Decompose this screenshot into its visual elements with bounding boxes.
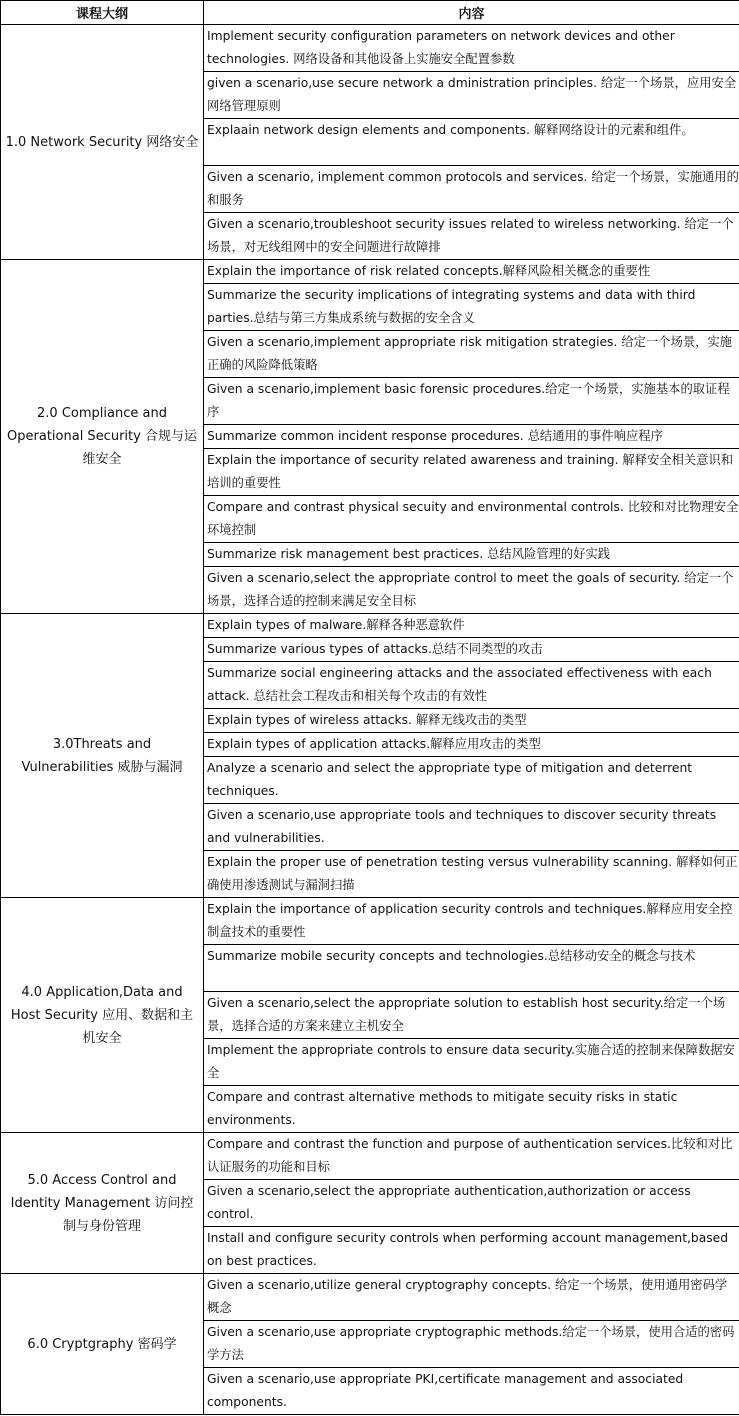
content-item <box>204 543 739 567</box>
content-item <box>204 378 739 425</box>
content-item-text: Explain the proper use of penetration testing versus vulnerability scanning. 解释如何正确使用渗透测试与漏洞扫描 <box>207 855 738 892</box>
content-item <box>204 757 739 804</box>
content-item-text: Summarize common incident response procedures. 总结通用的事件响应程序 <box>207 429 663 443</box>
content-item-text: Analyze a scenario and select the appropriate type of mitigation and deterrent techniques. <box>207 761 693 798</box>
content-item <box>204 709 739 733</box>
content-item <box>204 425 739 449</box>
content-item-text: Given a scenario, implement common protocols and services. 给定一个场景，实施通用的和服务 <box>207 170 739 207</box>
table-row <box>1 1274 739 1321</box>
content-item-text: Given a scenario,select the appropriate control to meet the goals of security. 给定一个场景，选择合适的控制来满足安全目标 <box>207 571 734 608</box>
content-item-text: Summarize mobile security concepts and technologies.总结移动安全的概念与技术 <box>207 949 696 963</box>
content-item <box>204 638 739 662</box>
content-item-text: given a scenario,use secure network a dministration principles. 给定一个场景，应用安全网络管理原则 <box>207 76 737 113</box>
content-item-text: Compare and contrast physical secuity and environmental controls. 比较和对比物理安全环境控制 <box>207 500 739 537</box>
content-item-text: Given a scenario,implement basic forensic procedures.给定一个场景，实施基本的取证程序 <box>207 382 730 419</box>
content-item-text: Explain the importance of risk related concepts.解释风险相关概念的重要性 <box>207 264 651 278</box>
content-item-text: Given a scenario,use appropriate cryptographic methods.给定一个场景，使用合适的密码学方法 <box>207 1325 735 1362</box>
content-item-text: Explain the importance of application security controls and techniques.解释应用安全控制盒技术的重要性 <box>207 902 733 939</box>
content-item-text: Explaain network design elements and components. 解释网络设计的元素和组件。 <box>207 123 694 137</box>
content-item <box>204 496 739 543</box>
table-row <box>1 25 739 72</box>
content-item-text: Given a scenario,select the appropriate solution to establish host security.给定一个场景，选择合适的方案来建立主机安全 <box>207 996 726 1033</box>
content-item-text: Implement the appropriate controls to ensure data security.实施合适的控制来保障数据安全 <box>207 1043 735 1080</box>
content-item-text: Given a scenario,use appropriate PKI,certificate management and associated components. <box>207 1372 684 1409</box>
content-item <box>204 213 739 260</box>
content-item <box>204 119 739 166</box>
content-item <box>204 1180 739 1227</box>
content-item <box>204 1368 739 1415</box>
content-item-text: Implement security configuration parameters on network devices and other technologies. 网络设备和其他设备上实施安全配置参数 <box>207 29 675 66</box>
content-item <box>204 992 739 1039</box>
content-item <box>204 567 739 614</box>
content-item-text: Compare and contrast alternative methods to mitigate secuity risks in static environments. <box>207 1090 678 1127</box>
content-item <box>204 945 739 992</box>
section-title: 6.0 Cryptgraphy 密码学 <box>1 1274 204 1415</box>
content-item <box>204 1133 739 1180</box>
section-title: 1.0 Network Security 网络安全 <box>1 25 204 260</box>
content-item-text: Summarize various types of attacks.总结不同类型的攻击 <box>207 642 543 656</box>
content-item-text: Given a scenario,troubleshoot security issues related to wireless networking. 给定一个场景，对无线组网中的安全问题进行故障排 <box>207 217 734 254</box>
section-title: 5.0 Access Control and Identity Management 访问控制与身份管理 <box>1 1133 204 1274</box>
content-item <box>204 614 739 638</box>
content-item <box>204 1086 739 1133</box>
content-item-text: Given a scenario,implement appropriate risk mitigation strategies. 给定一个场景，实施正确的风险降低策略 <box>207 335 732 372</box>
table-row <box>1 614 739 638</box>
section-title: 2.0 Compliance and Operational Security 合规与运维安全 <box>1 260 204 614</box>
content-item <box>204 166 739 213</box>
content-item-text: Summarize social engineering attacks and the associated effectiveness with each attack. 总结社会工程攻击和相关每个攻击的有效性 <box>207 666 712 703</box>
table-row <box>1 898 739 945</box>
content-item <box>204 331 739 378</box>
content-item-text: Explain types of application attacks.解释应用攻击的类型 <box>207 737 541 751</box>
content-item <box>204 1039 739 1086</box>
content-item <box>204 72 739 119</box>
header-content: 内容 <box>204 1 739 25</box>
content-item <box>204 733 739 757</box>
header-row <box>1 1 739 25</box>
header-outline: 课程大纲 <box>1 1 204 25</box>
content-item-text: Explain types of wireless attacks. 解释无线攻击的类型 <box>207 713 527 727</box>
content-item <box>204 662 739 709</box>
content-item-text: Given a scenario,utilize general cryptography concepts. 给定一个场景，使用通用密码学概念 <box>207 1278 728 1315</box>
table-body <box>1 25 739 1415</box>
content-item-text: Given a scenario,select the appropriate authentication,authorization or access control. <box>207 1184 691 1221</box>
content-item <box>204 260 739 284</box>
content-item-text: Compare and contrast the function and purpose of authentication services.比较和对比认证服务的功能和目标 <box>207 1137 733 1174</box>
content-item <box>204 25 739 72</box>
content-item <box>204 1227 739 1274</box>
section-title: 4.0 Application,Data and Host Security 应用、数据和主机安全 <box>1 898 204 1133</box>
content-item <box>204 1274 739 1321</box>
content-item <box>204 851 739 898</box>
section-title: 3.0Threats and Vulnerabilities 威胁与漏洞 <box>1 614 204 898</box>
content-item <box>204 898 739 945</box>
content-item-text: Explain types of malware.解释各种恶意软件 <box>207 618 465 632</box>
content-item <box>204 1321 739 1368</box>
content-item <box>204 284 739 331</box>
content-item <box>204 449 739 496</box>
content-item-text: Summarize the security implications of integrating systems and data with third parties.总结与第三方集成系统与数据的安全含义 <box>207 288 696 325</box>
content-item-text: Given a scenario,use appropriate tools and techniques to discover security threats and vulnerabilities. <box>207 808 717 845</box>
table-row <box>1 1133 739 1180</box>
content-item-text: Explain the importance of security related awareness and training. 解释安全相关意识和培训的重要性 <box>207 453 734 490</box>
table-row <box>1 260 739 284</box>
content-item-text: Summarize risk management best practices. 总结风险管理的好实践 <box>207 547 611 561</box>
content-item <box>204 804 739 851</box>
content-item-text: Install and configure security controls when performing account management,based on best practices. <box>207 1231 729 1268</box>
